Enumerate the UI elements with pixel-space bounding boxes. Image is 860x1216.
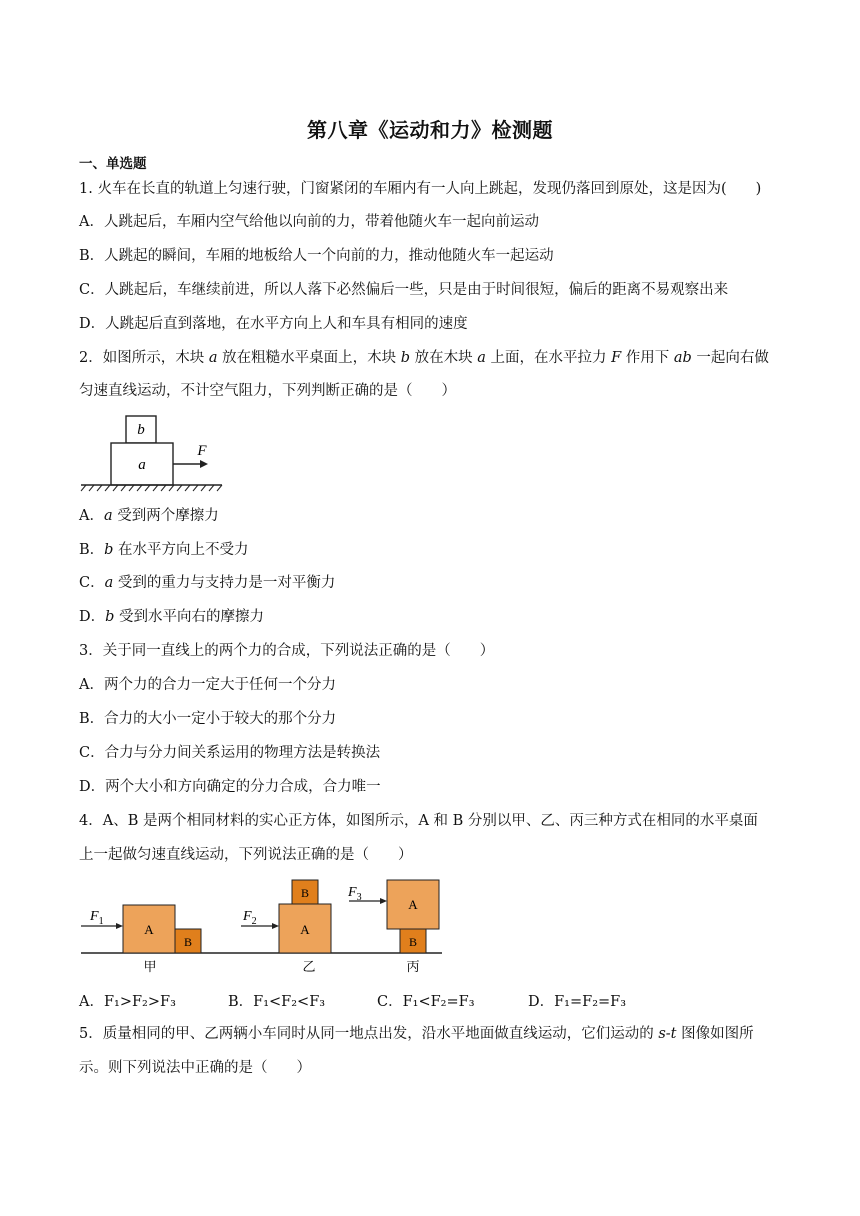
q1-option-a: A．人跳起后，车厢内空气给他以向前的力，带着他随火车一起向前运动: [79, 214, 539, 230]
q3-option-d: D．两个大小和方向确定的分力合成，合力唯一: [79, 779, 381, 795]
q1-option-b: B．人跳起的瞬间，车厢的地板给人一个向前的力，推动他随火车一起运动: [79, 248, 554, 264]
q1-option-d: D．人跳起后直到落地，在水平方向上人和车具有相同的速度: [79, 316, 468, 332]
label-yi: 乙: [302, 960, 316, 975]
fig-label-b: b: [137, 422, 145, 438]
label-jia: 甲: [143, 960, 157, 975]
q2-option-b: B．b 在水平方向上不受力: [79, 542, 249, 558]
svg-text:F2: $F_2$: [243, 909, 257, 927]
q5-stem-line1: 5．质量相同的甲、乙两辆小车同时从同一地点出发，沿水平地面做直线运动，它们运动的 s-t 图像如图所: [79, 1026, 754, 1042]
svg-text:F3: $F_3$: [348, 885, 362, 903]
q2-figure: [78, 412, 228, 494]
q3-stem: 3．关于同一直线上的两个力的合成，下列说法正确的是（ ）: [79, 643, 495, 659]
page-title: 第八章《运动和力》检测题: [307, 118, 553, 142]
section-heading: 一、单选题: [79, 156, 147, 172]
q2-stem-line1: 2．如图所示，木块 a 放在粗糙水平桌面上，木块 b 放在木块 a 上面，在水平拉力 F 作用下 ab 一起向右做: [79, 350, 769, 366]
q3-option-c: C．合力与分力间关系运用的物理方法是转换法: [79, 745, 381, 761]
q4-options: [79, 990, 799, 1010]
q1-option-c: C．人跳起后，车继续前进，所以人落下必然偏后一些，只是由于时间很短，偏后的距离不易观察出来: [79, 282, 729, 298]
label-b-bing: B: [408, 935, 418, 949]
fig-f3: F: [348, 885, 357, 900]
q3-option-b: B．合力的大小一定小于较大的那个分力: [79, 711, 337, 727]
fig-f2: F: [243, 909, 252, 924]
q2-option-c: C．a 受到的重力与支持力是一对平衡力: [79, 575, 336, 591]
q4-stem-line1: 4．A、B 是两个相同材料的实心正方体，如图所示，A 和 B 分别以甲、乙、丙三种方式在相同的水平桌面: [79, 813, 758, 829]
label-a-yi: A: [300, 922, 310, 937]
q4-option-a: A．F₁>F₂>F₃: [79, 994, 176, 1010]
q4-stem-line2: 上一起做匀速直线运动，下列说法正确的是（ ）: [79, 847, 413, 863]
q2-option-d: D．b 受到水平向右的摩擦力: [79, 609, 265, 625]
svg-text:F1: $F_1$: [90, 909, 104, 927]
label-bing: 丙: [406, 960, 420, 975]
label-a-jia: A: [144, 922, 154, 937]
q3-option-a: A．两个力的合力一定大于任何一个分力: [79, 677, 336, 693]
label-a-bing: A: [408, 897, 418, 912]
fig-label-f: F: [197, 443, 207, 459]
label-b-jia: B: [183, 935, 193, 949]
q4-option-b: B．F₁<F₂<F₃: [228, 994, 326, 1010]
fig-label-a: a: [138, 457, 146, 473]
q4-option-d: D．F₁=F₂=F₃: [528, 994, 627, 1010]
q5-stem-line2: 示。则下列说法中正确的是（ ）: [79, 1060, 311, 1076]
q4-option-c: C．F₁<F₂=F₃: [377, 994, 475, 1010]
q1-stem: 1. 火车在长直的轨道上匀速行驶，门窗紧闭的车厢内有一人向上跳起，发现仍落回到原处，这是因为( ): [79, 181, 762, 197]
q2-option-a: A．a 受到两个摩擦力: [79, 508, 219, 524]
fig-f1: F: [90, 909, 99, 924]
label-b-yi: B: [300, 886, 310, 900]
q2-stem-line2: 匀速直线运动，不计空气阻力，下列判断正确的是（ ）: [79, 383, 456, 399]
q4-figure: [78, 876, 458, 976]
